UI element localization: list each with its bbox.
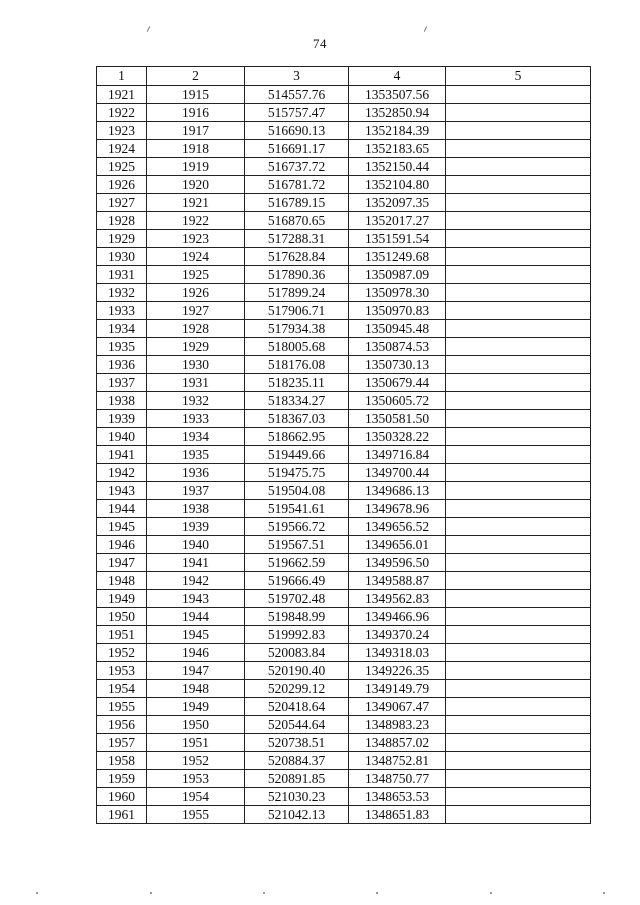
table-cell: 1916 [147,104,245,122]
table-cell: 1935 [97,338,147,356]
table-cell: 1939 [147,518,245,536]
table-cell: 519567.51 [245,536,349,554]
table-cell: 1952 [97,644,147,662]
table-cell: 1956 [97,716,147,734]
table-row [97,122,591,140]
table-cell [446,122,591,140]
table-cell: 520083.84 [245,644,349,662]
table-cell: 519475.75 [245,464,349,482]
table-cell [446,446,591,464]
table-cell: 1932 [97,284,147,302]
scan-mark [376,892,378,894]
table-row [97,104,591,122]
table-cell [446,374,591,392]
table-cell [446,194,591,212]
table-cell: 1352150.44 [349,158,446,176]
table-cell: 1918 [147,140,245,158]
table-cell: 1348653.53 [349,788,446,806]
table-row [97,644,591,662]
table-cell: 1926 [147,284,245,302]
table-cell: 1953 [147,770,245,788]
table-cell: 1923 [97,122,147,140]
table-cell: 1925 [97,158,147,176]
table-cell [446,86,591,104]
table-cell [446,662,591,680]
table-cell: 1350581.50 [349,410,446,428]
scan-mark [150,892,152,894]
table-cell: 1349656.52 [349,518,446,536]
table-body [97,86,591,824]
table-row [97,662,591,680]
table-cell: 1926 [97,176,147,194]
column-header: 2 [147,67,245,86]
table-cell: 1953 [97,662,147,680]
table-cell: 1939 [97,410,147,428]
table-cell: 520891.85 [245,770,349,788]
table-row [97,572,591,590]
table-cell: 1351249.68 [349,248,446,266]
table-cell: 520418.64 [245,698,349,716]
table-row [97,590,591,608]
table-cell: 1349067.47 [349,698,446,716]
table-row [97,500,591,518]
table-cell: 1917 [147,122,245,140]
table-row [97,734,591,752]
table-cell: 1940 [147,536,245,554]
table-row [97,140,591,158]
table-cell: 1920 [147,176,245,194]
table-cell [446,608,591,626]
table-cell [446,518,591,536]
table-cell: 1959 [97,770,147,788]
table-row [97,698,591,716]
table-cell [446,482,591,500]
table-row [97,392,591,410]
table-cell: 1938 [97,392,147,410]
table-cell: 519541.61 [245,500,349,518]
table-cell: 1348857.02 [349,734,446,752]
table-cell: 1350970.83 [349,302,446,320]
table-row [97,536,591,554]
table-cell [446,698,591,716]
table-cell [446,356,591,374]
table-cell: 1955 [147,806,245,824]
table-cell: 1928 [147,320,245,338]
table-cell: 1941 [147,554,245,572]
table-cell: 1350874.53 [349,338,446,356]
table-cell [446,248,591,266]
table-cell [446,500,591,518]
table-cell: 519662.59 [245,554,349,572]
table-cell: 1960 [97,788,147,806]
table-cell: 1945 [97,518,147,536]
table-row [97,374,591,392]
table-cell: 1955 [97,698,147,716]
table-cell: 517906.71 [245,302,349,320]
table-cell: 1943 [147,590,245,608]
table-cell: 516691.17 [245,140,349,158]
table-cell: 1925 [147,266,245,284]
table-cell [446,284,591,302]
table-cell [446,806,591,824]
table-cell: 1949 [147,698,245,716]
table-row [97,446,591,464]
table-row [97,284,591,302]
table-cell [446,536,591,554]
table-cell: 517934.38 [245,320,349,338]
table-cell: 1349588.87 [349,572,446,590]
table-cell [446,644,591,662]
scan-mark [424,26,427,32]
table-cell: 1924 [147,248,245,266]
table-cell: 1958 [97,752,147,770]
column-header: 3 [245,67,349,86]
table-cell: 1923 [147,230,245,248]
table-cell [446,752,591,770]
table-cell: 1349149.79 [349,680,446,698]
table-cell: 1952 [147,752,245,770]
table-row [97,194,591,212]
table-row [97,806,591,824]
column-header: 1 [97,67,147,86]
table-row [97,248,591,266]
table-row [97,518,591,536]
table-row [97,608,591,626]
table-row [97,770,591,788]
table-cell: 1942 [147,572,245,590]
table-cell [446,212,591,230]
table-cell: 1931 [97,266,147,284]
table-cell: 1351591.54 [349,230,446,248]
table-cell: 1352184.39 [349,122,446,140]
table-cell: 1350978.30 [349,284,446,302]
table-cell: 1931 [147,374,245,392]
table-cell: 1930 [147,356,245,374]
table-cell: 1348983.23 [349,716,446,734]
table-cell: 1350730.13 [349,356,446,374]
table-cell: 519848.99 [245,608,349,626]
table-cell: 1924 [97,140,147,158]
table-cell: 1949 [97,590,147,608]
table-cell: 1348651.83 [349,806,446,824]
table-cell [446,788,591,806]
table-cell: 1942 [97,464,147,482]
table-row [97,428,591,446]
table-cell: 1350328.22 [349,428,446,446]
table-cell [446,680,591,698]
table-cell: 516870.65 [245,212,349,230]
table-cell: 519566.72 [245,518,349,536]
table-cell: 1935 [147,446,245,464]
table-cell: 519449.66 [245,446,349,464]
table-cell: 517890.36 [245,266,349,284]
table-cell: 521030.23 [245,788,349,806]
table-cell: 1929 [97,230,147,248]
table-cell [446,104,591,122]
table-cell: 1945 [147,626,245,644]
table-cell: 1948 [97,572,147,590]
table-cell: 1348752.81 [349,752,446,770]
table-cell: 515757.47 [245,104,349,122]
table-cell: 1946 [147,644,245,662]
table-cell: 1954 [147,788,245,806]
table-cell: 1349716.84 [349,446,446,464]
table-row [97,464,591,482]
table-cell: 519702.48 [245,590,349,608]
table-cell: 1353507.56 [349,86,446,104]
table-cell: 518334.27 [245,392,349,410]
table-cell: 518005.68 [245,338,349,356]
scan-mark [490,892,492,894]
table-row [97,716,591,734]
table-cell: 520884.37 [245,752,349,770]
table-cell: 1929 [147,338,245,356]
table-cell: 1933 [97,302,147,320]
table-cell: 1349596.50 [349,554,446,572]
table-cell: 517899.24 [245,284,349,302]
table-cell: 1915 [147,86,245,104]
table-cell: 1947 [97,554,147,572]
table-cell: 1936 [97,356,147,374]
table-cell: 520299.12 [245,680,349,698]
table-row [97,554,591,572]
table-cell: 519992.83 [245,626,349,644]
table-cell [446,140,591,158]
table-cell: 1921 [97,86,147,104]
table-cell: 520544.64 [245,716,349,734]
table-cell [446,320,591,338]
table-cell [446,266,591,284]
scan-mark [263,892,265,894]
page-number: 74 [313,36,327,51]
table-cell [446,770,591,788]
table-cell: 518176.08 [245,356,349,374]
table-cell: 1957 [97,734,147,752]
table-cell: 1349370.24 [349,626,446,644]
table-cell: 520190.40 [245,662,349,680]
table-cell [446,590,591,608]
table-row [97,266,591,284]
table-cell: 1948 [147,680,245,698]
table-cell: 1352104.80 [349,176,446,194]
table-cell: 519504.08 [245,482,349,500]
table-cell: 1352017.27 [349,212,446,230]
table-cell: 1352183.65 [349,140,446,158]
table-cell: 1349686.13 [349,482,446,500]
table-cell: 1943 [97,482,147,500]
table-cell: 514557.76 [245,86,349,104]
table-cell: 1352097.35 [349,194,446,212]
table-cell [446,392,591,410]
table-row [97,680,591,698]
table-cell: 1350945.48 [349,320,446,338]
table-cell: 1934 [97,320,147,338]
table-cell: 1937 [97,374,147,392]
table-row [97,752,591,770]
table-row [97,302,591,320]
table-cell: 520738.51 [245,734,349,752]
table-cell: 1950 [97,608,147,626]
table-row [97,788,591,806]
table-cell: 1938 [147,500,245,518]
scan-mark [147,26,150,32]
table-cell [446,158,591,176]
table-row [97,356,591,374]
table-cell [446,626,591,644]
table-cell: 1927 [147,302,245,320]
table-cell: 1944 [97,500,147,518]
table-row [97,176,591,194]
table-cell: 518367.03 [245,410,349,428]
table-cell [446,230,591,248]
table-cell: 1922 [97,104,147,122]
table-cell: 1922 [147,212,245,230]
table-cell: 516781.72 [245,176,349,194]
table-cell: 1954 [97,680,147,698]
table-cell: 1947 [147,662,245,680]
table-cell [446,572,591,590]
table-row [97,482,591,500]
table-cell: 1921 [147,194,245,212]
table-row [97,86,591,104]
table-cell: 1946 [97,536,147,554]
table-cell: 521042.13 [245,806,349,824]
column-header: 5 [446,67,591,86]
table-cell [446,464,591,482]
table-cell: 1349562.83 [349,590,446,608]
table-header-row [97,67,591,86]
table-cell [446,338,591,356]
table-cell: 1930 [97,248,147,266]
table-cell [446,428,591,446]
table-cell: 1950 [147,716,245,734]
table-row [97,230,591,248]
table-cell: 1941 [97,446,147,464]
table-row [97,338,591,356]
table-cell: 517288.31 [245,230,349,248]
coordinates-table [96,66,591,824]
table-cell: 1350605.72 [349,392,446,410]
table-cell: 1936 [147,464,245,482]
column-header: 4 [349,67,446,86]
table-row [97,212,591,230]
table-cell: 1951 [147,734,245,752]
table-cell [446,176,591,194]
table-cell: 1944 [147,608,245,626]
table-cell: 516737.72 [245,158,349,176]
table-cell [446,716,591,734]
table-cell: 1927 [97,194,147,212]
table-cell: 1933 [147,410,245,428]
table-cell: 1932 [147,392,245,410]
table-row [97,410,591,428]
table-cell [446,734,591,752]
table-cell: 1928 [97,212,147,230]
table-row [97,320,591,338]
table-cell: 1350679.44 [349,374,446,392]
table-cell: 1348750.77 [349,770,446,788]
table-cell: 1937 [147,482,245,500]
table-cell: 1349226.35 [349,662,446,680]
table-row [97,158,591,176]
table-cell: 1349656.01 [349,536,446,554]
table-cell: 1919 [147,158,245,176]
table-cell: 1934 [147,428,245,446]
table-cell: 1961 [97,806,147,824]
table-row [97,626,591,644]
scan-mark [36,892,38,894]
table-cell: 519666.49 [245,572,349,590]
scan-mark [603,892,605,894]
table-cell [446,554,591,572]
table-cell: 1352850.94 [349,104,446,122]
table-cell: 1350987.09 [349,266,446,284]
table-cell: 516690.13 [245,122,349,140]
table-cell: 1349700.44 [349,464,446,482]
table-cell: 518662.95 [245,428,349,446]
table-cell: 1951 [97,626,147,644]
table-cell: 518235.11 [245,374,349,392]
table-cell [446,410,591,428]
table-cell: 1349318.03 [349,644,446,662]
table-cell: 516789.15 [245,194,349,212]
table-cell: 1940 [97,428,147,446]
table-cell: 1349466.96 [349,608,446,626]
table-cell: 1349678.96 [349,500,446,518]
table-cell: 517628.84 [245,248,349,266]
table-cell [446,302,591,320]
